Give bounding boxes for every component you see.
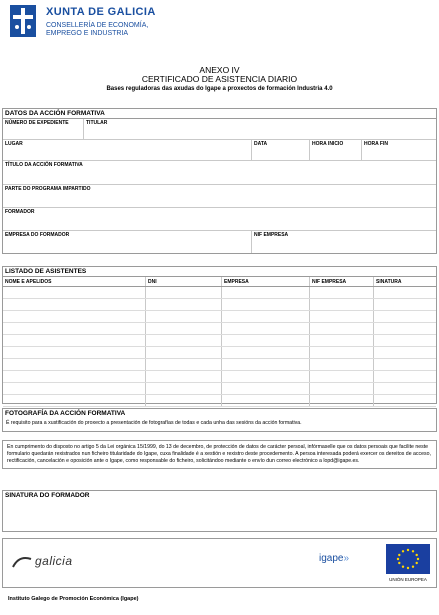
attendees-heading: LISTADO DE ASISTENTES xyxy=(3,267,436,277)
file-holder-row xyxy=(3,119,436,140)
action-data-heading: DATOS DA ACCIÓN FORMATIVA xyxy=(3,109,436,119)
attendee-cell[interactable] xyxy=(3,347,145,358)
document-title xyxy=(0,66,439,92)
place-label: LUGAR xyxy=(5,141,23,147)
galicia-swirl-icon xyxy=(11,553,33,571)
attendee-cell[interactable] xyxy=(309,347,373,358)
attendee-cell[interactable] xyxy=(221,287,309,298)
attendee-cell[interactable] xyxy=(221,371,309,382)
igape-arrows-icon: » xyxy=(343,553,350,564)
conselleria-line2: EMPREGO E INDUSTRIA xyxy=(46,30,129,37)
attendee-cell[interactable] xyxy=(3,371,145,382)
attendee-cell[interactable] xyxy=(3,287,145,298)
attendee-cell[interactable] xyxy=(373,287,436,298)
trainer-company-row xyxy=(3,231,436,253)
action-title-label: TÍTULO DA ACCIÓN FORMATIVA xyxy=(5,162,83,168)
attendee-cell[interactable] xyxy=(373,359,436,370)
igape-logo-text: igape xyxy=(319,553,344,564)
attendee-cell[interactable] xyxy=(145,383,221,394)
attendee-cell[interactable] xyxy=(221,359,309,370)
photo-section xyxy=(2,408,437,432)
annex-label: ANEXO IV xyxy=(199,65,240,75)
xunta-header xyxy=(8,4,208,44)
attendee-row xyxy=(3,359,436,371)
attendee-cell[interactable] xyxy=(3,383,145,394)
attendees-header-row xyxy=(3,277,436,287)
col-company: EMPRESA xyxy=(221,277,309,286)
trainer-company-field[interactable] xyxy=(3,231,251,253)
start-time-field[interactable] xyxy=(309,140,361,160)
attendee-cell[interactable] xyxy=(309,395,373,406)
action-data-section xyxy=(2,108,437,254)
certificate-subtitle: Bases reguladoras das axudas do Igape a proxectos de formación Industria 4.0 xyxy=(106,86,333,92)
place-field[interactable] xyxy=(3,140,251,160)
attendee-cell[interactable] xyxy=(3,299,145,310)
attendee-cell[interactable] xyxy=(309,323,373,334)
eu-flag-icon xyxy=(386,544,430,574)
date-label: DATA xyxy=(254,141,268,147)
attendee-cell[interactable] xyxy=(309,335,373,346)
date-field[interactable] xyxy=(251,140,309,160)
attendee-row xyxy=(3,323,436,335)
attendee-cell[interactable] xyxy=(309,299,373,310)
attendee-cell[interactable] xyxy=(145,299,221,310)
attendee-cell[interactable] xyxy=(3,323,145,334)
attendee-cell[interactable] xyxy=(3,359,145,370)
place-date-row xyxy=(3,140,436,161)
attendee-row xyxy=(3,347,436,359)
attendee-cell[interactable] xyxy=(145,311,221,322)
org-name: XUNTA DE GALICIA xyxy=(46,6,156,18)
attendee-cell[interactable] xyxy=(221,335,309,346)
attendee-row xyxy=(3,395,436,407)
attendee-row xyxy=(3,287,436,299)
file-number-field[interactable] xyxy=(3,119,83,139)
col-company-nif: NIF EMPRESA xyxy=(309,277,373,286)
attendee-row xyxy=(3,311,436,323)
attendee-cell[interactable] xyxy=(221,311,309,322)
data-protection-notice: En cumprimento do disposto no artigo 5 da Lei orgánica 15/1999, do 13 de decembro, de protección de datos de carácter persoal, infórmaselle que os datos persoais que facilite neste formulario quedarán rexistrados nun ficheiro titularidade do Igape, cuxa finalidade é a xestión e rexistro deste procedemento. A persoa interesada poderá exercer os dereitos de acceso, rectificación, cancelación e oposición ante o Igape, como responsable do ficheiro, solicitándoo mediante o envío dun correo electrónico a lopd@igape.es. xyxy=(2,440,437,469)
attendee-cell[interactable] xyxy=(3,311,145,322)
attendee-cell[interactable] xyxy=(221,383,309,394)
eu-label: UNIÓN EUROPEA xyxy=(389,577,427,582)
attendee-cell[interactable] xyxy=(145,287,221,298)
attendee-cell[interactable] xyxy=(309,287,373,298)
start-time-label: HORA INICIO xyxy=(312,141,344,147)
eu-stars-icon xyxy=(386,544,430,574)
action-title-field[interactable] xyxy=(3,161,436,185)
certificate-title: CERTIFICADO DE ASISTENCIA DIARIO xyxy=(141,74,298,84)
trainer-label: FORMADOR xyxy=(5,209,35,215)
attendee-cell[interactable] xyxy=(145,359,221,370)
igape-logo xyxy=(319,553,349,564)
attendees-table xyxy=(3,277,436,407)
attendee-cell[interactable] xyxy=(3,335,145,346)
end-time-field[interactable] xyxy=(361,140,436,160)
attendee-cell[interactable] xyxy=(221,323,309,334)
holder-label: TITULAR xyxy=(86,120,108,126)
attendee-cell[interactable] xyxy=(145,323,221,334)
attendee-rows xyxy=(3,287,436,407)
photo-note: É requisito para a xustificación do proxecto a presentación de fotografías de todas e cada unha das sesións da acción formativa. xyxy=(6,420,302,426)
attendee-cell[interactable] xyxy=(309,383,373,394)
attendee-cell[interactable] xyxy=(3,395,145,406)
signature-section[interactable] xyxy=(2,490,437,532)
attendee-cell[interactable] xyxy=(373,311,436,322)
attendee-cell[interactable] xyxy=(145,371,221,382)
attendee-cell[interactable] xyxy=(373,335,436,346)
trainer-field[interactable] xyxy=(3,208,436,231)
attendee-cell[interactable] xyxy=(373,347,436,358)
attendee-cell[interactable] xyxy=(309,359,373,370)
attendee-cell[interactable] xyxy=(373,383,436,394)
attendees-section xyxy=(2,266,437,404)
conselleria-line1: CONSELLERÍA DE ECONOMÍA, xyxy=(46,22,149,29)
program-part-field[interactable] xyxy=(3,185,436,208)
attendee-cell[interactable] xyxy=(373,299,436,310)
attendee-cell[interactable] xyxy=(309,371,373,382)
conselleria-name xyxy=(46,22,148,38)
attendee-cell[interactable] xyxy=(309,311,373,322)
institute-name: Instituto Galego de Promoción Económica (Igape) xyxy=(8,596,139,602)
attendee-row xyxy=(3,299,436,311)
attendee-cell[interactable] xyxy=(221,395,309,406)
trainer-company-label: EMPRESA DO FORMADOR xyxy=(5,232,70,238)
file-number-label: NÚMERO DE EXPEDIENTE xyxy=(5,120,69,126)
attendee-cell[interactable] xyxy=(373,371,436,382)
col-name: NOME E APELIDOS xyxy=(5,279,52,285)
galicia-logo xyxy=(11,551,91,573)
galicia-logo-text: galicia xyxy=(35,554,73,568)
col-dni: DNI xyxy=(145,277,221,286)
photo-heading: FOTOGRAFÍA DA ACCIÓN FORMATIVA xyxy=(5,410,126,417)
signature-heading: SINATURA DO FORMADOR xyxy=(5,492,90,499)
company-nif-label: NIF EMPRESA xyxy=(254,232,289,238)
program-part-label: PARTE DO PROGRAMA IMPARTIDO xyxy=(5,186,91,192)
holder-field[interactable] xyxy=(83,119,436,139)
attendee-cell[interactable] xyxy=(221,347,309,358)
attendee-cell[interactable] xyxy=(145,335,221,346)
company-nif-field[interactable] xyxy=(251,231,436,253)
col-signature: SINATURA xyxy=(373,277,436,286)
xunta-shield-icon xyxy=(10,5,36,37)
attendee-cell[interactable] xyxy=(145,395,221,406)
attendee-row xyxy=(3,383,436,395)
attendee-row xyxy=(3,335,436,347)
attendee-row xyxy=(3,371,436,383)
attendee-cell[interactable] xyxy=(373,323,436,334)
attendee-cell[interactable] xyxy=(221,299,309,310)
attendee-cell[interactable] xyxy=(373,395,436,406)
footer-logos xyxy=(2,538,437,588)
attendee-cell[interactable] xyxy=(145,347,221,358)
end-time-label: HORA FIN xyxy=(364,141,388,147)
